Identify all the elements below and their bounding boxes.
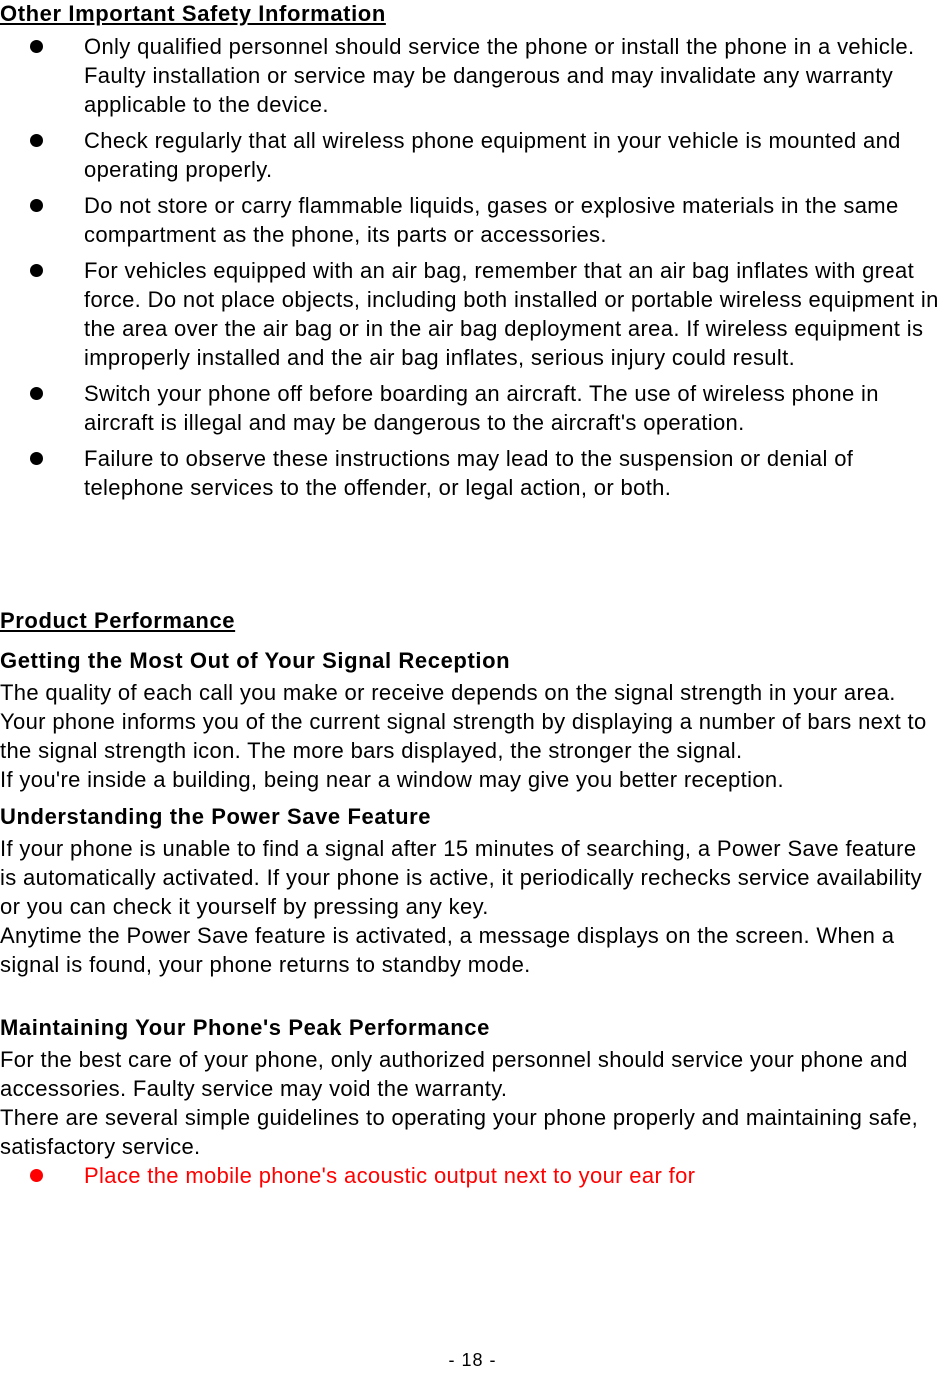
heading-peak-performance: Maintaining Your Phone's Peak Performance <box>0 1015 490 1040</box>
list-item: Place the mobile phone's acoustic output next to your ear for <box>0 1161 945 1190</box>
list-item: Only qualified personnel should service the phone or install the phone in a vehicle. Faulty installation or service may be dangerous and may invalidate any warranty applicable to the device. <box>0 32 945 119</box>
list-item: Check regularly that all wireless phone equipment in your vehicle is mounted and operating properly. <box>0 126 945 184</box>
heading-power-save: Understanding the Power Save Feature <box>0 804 432 829</box>
signal-paragraph-2: If you're inside a building, being near a window may give you better reception. <box>0 767 784 792</box>
list-item: Failure to observe these instructions may lead to the suspension or denial of telephone services to the offender, or legal action, or both. <box>0 444 945 502</box>
performance-section <box>0 608 945 1197</box>
list-item: Do not store or carry flammable liquids, gases or explosive materials in the same compartment as the phone, its parts or accessories. <box>0 191 945 249</box>
section-title-safety: Other Important Safety Information <box>0 1 386 26</box>
page-number: - 18 - <box>448 1350 497 1370</box>
power-save-paragraph-1: If your phone is unable to find a signal after 15 minutes of searching, a Power Save feature is automatically activated. If your phone is active, it periodically rechecks service availability or you can check it yourself by pressing any key. <box>0 836 923 919</box>
signal-paragraph-1: The quality of each call you make or receive depends on the signal strength in your area. Your phone informs you of the current signal strength by displaying a number of bars next to the signal strength icon. The more bars displayed, the stronger the signal. <box>0 680 927 763</box>
bullet-icon <box>30 452 43 465</box>
peak-paragraph-2: There are several simple guidelines to operating your phone properly and maintaining safe, satisfactory service. <box>0 1105 919 1159</box>
safety-section <box>0 1 945 509</box>
bullet-icon <box>30 264 43 277</box>
power-save-paragraph-2: Anytime the Power Save feature is activated, a message displays on the screen. When a signal is found, your phone returns to standby mode. <box>0 923 895 977</box>
list-item: For vehicles equipped with an air bag, remember that an air bag inflates with great force. Do not place objects, including both installed or portable wireless equipment in the area over the air bag or in the air bag deployment area. If wireless equipment is improperly installed and the air bag inflates, serious injury could result. <box>0 256 945 372</box>
peak-paragraph-1: For the best care of your phone, only authorized personnel should service your phone and accessories. Faulty service may void the warranty. <box>0 1047 908 1101</box>
heading-signal-reception: Getting the Most Out of Your Signal Reception <box>0 648 511 673</box>
section-title-performance: Product Performance <box>0 608 236 633</box>
peak-bullet-list <box>0 1161 945 1190</box>
list-item: Switch your phone off before boarding an aircraft. The use of wireless phone in aircraft is illegal and may be dangerous to the aircraft's operation. <box>0 379 945 437</box>
bullet-icon <box>30 134 43 147</box>
safety-bullet-list <box>0 32 945 502</box>
bullet-icon <box>30 1169 43 1182</box>
bullet-icon <box>30 40 43 53</box>
bullet-icon <box>30 199 43 212</box>
bullet-icon <box>30 387 43 400</box>
